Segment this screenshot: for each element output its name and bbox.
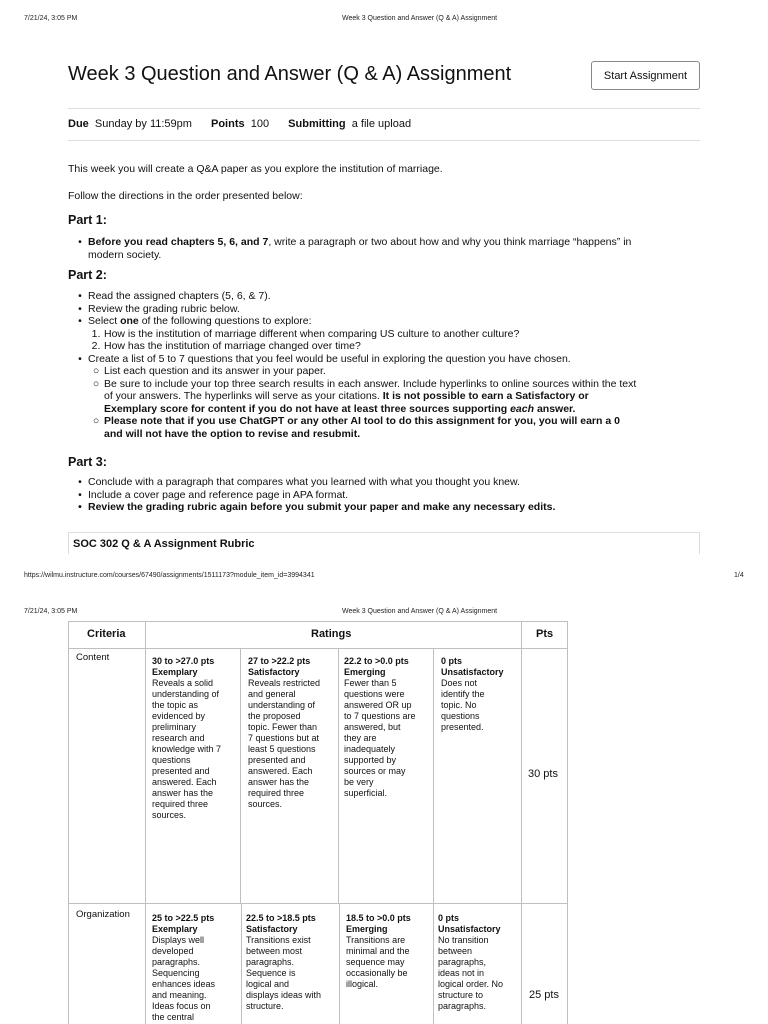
rating-desc-line: logical order. No [438, 979, 504, 989]
submitting-label: Submitting [288, 118, 346, 130]
rating-name: Exemplary [152, 667, 198, 677]
numbered-item: 2. How has the institution of marriage changed over time? [91, 340, 361, 352]
due-info [68, 118, 192, 130]
sub-list-item-cont [74, 428, 700, 441]
rating-desc-line: Sequencing [152, 968, 200, 978]
page-title: Week 3 Question and Answer (Q & A) Assignment [68, 63, 512, 85]
rating-desc-line: inadequately [344, 744, 396, 754]
rating-desc-line: logical and [246, 979, 290, 989]
rating-desc-line: Displays well [152, 935, 205, 945]
list-item: • Review the grading rubric below. [78, 302, 240, 315]
follow-text: Follow the directions in the order presented below: [68, 190, 303, 202]
rating-desc-line: and meaning. [152, 990, 207, 1000]
table-border [68, 621, 568, 622]
rating-desc-line: displays ideas with [246, 990, 322, 1000]
rating-desc-line: questions [441, 711, 480, 721]
rating-desc-line: evidenced by [152, 711, 206, 721]
rating-desc-line: sources. [248, 799, 283, 809]
rating-desc-line: minimal and the [346, 946, 410, 956]
rating-desc-line: identify the [441, 689, 485, 699]
rating-desc-line: and general [248, 689, 296, 699]
sure-line2-bold: It is not possible to earn a Satisfactory or [382, 390, 589, 402]
rating-points: 22.2 to >0.0 pts [344, 656, 409, 666]
start-assignment-button[interactable]: Start Assignment [591, 61, 700, 90]
rating-desc-line: between [438, 946, 473, 956]
sub-list-item-cont [74, 390, 700, 403]
review-item: Review the grading rubric below. [88, 302, 240, 315]
conclude-item: Conclude with a paragraph that compares what you learned with what you thought you knew. [88, 476, 520, 488]
review-again-item: Review the grading rubric again before you submit your paper and make any necessary edits. [88, 501, 556, 513]
rating-name: Satisfactory [246, 924, 298, 934]
rubric-header [68, 532, 700, 554]
print-doc-title: Week 3 Question and Answer (Q & A) Assignment [342, 15, 498, 22]
rating-desc-line: presented and [248, 755, 306, 765]
rating-desc-line: Transitions exist [246, 935, 311, 945]
rating-desc-line: least 5 questions [248, 744, 316, 754]
points-value: 100 [250, 118, 270, 130]
rating-desc-line: illogical. [346, 979, 379, 989]
create-item: Create a list of 5 to 7 questions that you feel would be useful in exploring the question you have chosen. [88, 352, 571, 365]
rating-desc-line: preliminary [152, 722, 197, 732]
rating-desc-line: topic. Fewer than [248, 722, 318, 732]
rating-desc-line: superficial. [344, 788, 388, 798]
note-line2: and will not have the option to revise and resubmit. [104, 427, 361, 440]
rating-desc-line: the central [152, 1012, 195, 1022]
table-border [241, 903, 242, 1024]
rating-name: Unsatisfactory [438, 924, 501, 934]
rubric-title: SOC 302 Q & A Assignment Rubric [73, 538, 255, 550]
part1-text: , write a paragraph or two about how and why you think marriage “happens” in [268, 236, 632, 248]
list-item: • Include a cover page and reference page in APA format. [78, 488, 349, 501]
rating-desc-line: No transition [438, 935, 489, 945]
rubric-table [68, 621, 568, 1024]
rating-cell [346, 913, 432, 990]
question-2: How has the institution of marriage changed over time? [104, 340, 361, 352]
table-border [338, 648, 339, 903]
rating-desc-line: Transitions are [346, 935, 406, 945]
points-label: Points [211, 118, 245, 130]
table-border [567, 621, 568, 1024]
rating-desc-line: between most [246, 946, 303, 956]
ratings-header: Ratings [311, 628, 352, 640]
list-item: • Read the assigned chapters (5, 6, & 7). [78, 290, 271, 302]
rating-desc-line: topic. No [441, 700, 477, 710]
rating-desc-line: required three [248, 788, 305, 798]
list-item: • Create a list of 5 to 7 questions that you feel would be useful in exploring the question you have chosen. [78, 352, 571, 365]
part1-list [74, 236, 700, 261]
due-value: Sunday by 11:59pm [94, 118, 192, 130]
rating-cell [438, 913, 520, 1012]
sure-line3-em: each [510, 402, 535, 415]
question-1: How is the institution of marriage different when comparing US culture to another culture? [104, 327, 520, 340]
rating-desc-line: understanding of [152, 689, 220, 699]
sure-line3-b: answer. [534, 402, 576, 415]
rating-desc-line: developed [152, 946, 194, 956]
rating-desc-line: presented and [152, 766, 210, 776]
assignment-meta [68, 118, 427, 130]
note-line1: Please note that if you use ChatGPT or any other AI tool to do this assignment for you, you will earn a 0 [104, 415, 620, 427]
list-item-cont [74, 249, 700, 262]
rating-desc-line: answer has the [152, 788, 214, 798]
rating-desc [346, 935, 432, 990]
rating-points: 18.5 to >0.0 pts [346, 913, 411, 923]
rating-desc-line: answer has the [248, 777, 310, 787]
part3-list [74, 476, 700, 514]
criteria-content: Content [76, 652, 110, 663]
criteria-points: 30 pts [528, 768, 558, 780]
pts-header: Pts [536, 628, 554, 640]
rating-points: 27 to >22.2 pts [248, 656, 311, 666]
print-footer-url: https://wilmu.instructure.com/courses/67490/assignments/1511173?module_item_id=3994341 [24, 572, 315, 579]
rating-points: 22.5 to >18.5 pts [246, 913, 316, 923]
list-item: • Review the grading rubric again before you submit your paper and make any necessary edits. [78, 501, 556, 513]
sure-line3-a: Exemplary score for content if you do not have at least three sources supporting [104, 402, 511, 415]
part1-text-cont: modern society. [88, 248, 162, 261]
rating-desc-line: be very [344, 777, 374, 787]
rating-cell [441, 656, 519, 733]
print-datetime-p2: 7/21/24, 3:05 PM [24, 608, 78, 615]
rating-desc-line: understanding of [248, 700, 316, 710]
sub-list-item-cont [74, 403, 700, 416]
rating-desc-line: sources. [152, 810, 187, 820]
table-border [521, 621, 522, 1024]
select-post: of the following questions to explore: [138, 315, 312, 327]
cover-item: Include a cover page and reference page in APA format. [88, 488, 349, 501]
rating-name: Satisfactory [248, 667, 300, 677]
rating-desc-line: the proposed [248, 711, 301, 721]
rating-desc-line: knowledge with 7 [152, 744, 222, 754]
rating-points: 0 pts [441, 656, 463, 666]
submitting-value: a file upload [351, 118, 412, 130]
sub-list-item: ○ Be sure to include your top three search results in each answer. Include hyperlinks to online sources within the text [92, 377, 637, 390]
print-doc-title-p2: Week 3 Question and Answer (Q & A) Assignment [342, 608, 498, 615]
submitting-info [288, 118, 411, 130]
rating-cell [248, 656, 336, 810]
rating-desc-line: answered OR up [344, 700, 412, 710]
rating-name: Unsatisfactory [441, 667, 504, 677]
list-item: • Before you read chapters 5, 6, and 7, write a paragraph or two about how and why you think marriage “happens” in [78, 236, 632, 248]
rating-desc-line: paragraphs. [438, 1001, 487, 1011]
table-border [433, 648, 434, 903]
print-footer-page: 1/4 [734, 572, 744, 579]
rating-desc [441, 678, 519, 733]
rating-desc-line: answered. Each [152, 777, 217, 787]
points-info [211, 118, 269, 130]
rating-desc-line: Fewer than 5 [344, 678, 397, 688]
rating-desc [248, 678, 336, 810]
rating-desc-line: they are [344, 733, 377, 743]
list-item: • Conclude with a paragraph that compares what you learned with what you thought you knew. [78, 476, 520, 488]
read-item: Read the assigned chapters (5, 6, & 7). [88, 290, 271, 302]
rating-desc-line: ideas not in [438, 968, 485, 978]
select-bold: one [120, 315, 139, 327]
rating-desc-line: paragraphs. [152, 957, 201, 967]
table-border [68, 648, 568, 649]
rating-cell [152, 656, 238, 821]
rating-desc-line: Sequence is [246, 968, 296, 978]
due-label: Due [68, 118, 89, 130]
rating-desc-line: 7 questions but at [248, 733, 320, 743]
list-item: • Select one of the following questions to explore: [78, 315, 312, 327]
rating-points: 0 pts [438, 913, 460, 923]
rating-desc-line: occasionally be [346, 968, 408, 978]
rating-cell [152, 913, 238, 1023]
criteria-points: 25 pts [529, 989, 559, 1001]
criteria-header: Criteria [87, 628, 126, 640]
rating-desc [152, 935, 238, 1023]
rating-desc-line: questions [152, 755, 191, 765]
rating-desc-line: sources or may [344, 766, 406, 776]
rating-points: 25 to >22.5 pts [152, 913, 215, 923]
sub-list-item: ○ Please note that if you use ChatGPT or any other AI tool to do this assignment for you, you will earn a 0 [92, 415, 620, 427]
part2-list [74, 290, 700, 440]
rating-desc-line: questions were [344, 689, 405, 699]
rating-desc-line: to 7 questions are [344, 711, 416, 721]
rating-cell [344, 656, 432, 799]
rating-desc-line: structure. [246, 1001, 284, 1011]
sure-line1: Be sure to include your top three search results in each answer. Include hyperlinks to online sources within the text [104, 377, 637, 390]
rating-desc-line: enhances ideas [152, 979, 216, 989]
rating-desc-line: paragraphs. [246, 957, 295, 967]
table-border [68, 903, 568, 904]
print-datetime: 7/21/24, 3:05 PM [24, 15, 78, 22]
rating-desc [152, 678, 238, 821]
rating-desc [438, 935, 520, 1012]
select-pre: Select [88, 315, 121, 327]
part2-heading: Part 2: [68, 268, 107, 282]
table-border [433, 903, 434, 1024]
rating-desc-line: supported by [344, 755, 397, 765]
intro-text: This week you will create a Q&A paper as you explore the institution of marriage. [68, 163, 443, 175]
rating-desc-line: answered. Each [248, 766, 313, 776]
rating-desc-line: the topic as [152, 700, 199, 710]
sure-line2-plain: of your answers. The hyperlinks will serve as your citations. [104, 390, 383, 402]
rating-desc-line: paragraphs, [438, 957, 487, 967]
rating-desc-line: Does not [441, 678, 478, 688]
rating-desc-line: structure to [438, 990, 484, 1000]
table-border [339, 903, 340, 1024]
rating-cell [246, 913, 338, 1012]
rating-desc-line: answered, but [344, 722, 401, 732]
numbered-item: 1. How is the institution of marriage different when comparing US culture to another culture? [91, 327, 520, 340]
divider [68, 140, 700, 141]
list-each-item: List each question and its answer in your paper. [104, 365, 326, 377]
criteria-organization: Organization [76, 909, 130, 920]
rating-desc-line: required three [152, 799, 209, 809]
table-border [68, 621, 69, 1024]
part1-bold: Before you read chapters 5, 6, and 7 [88, 236, 269, 248]
rating-desc-line: Reveals a solid [152, 678, 214, 688]
rating-desc-line: presented. [441, 722, 484, 732]
table-border [240, 648, 241, 903]
rating-name: Exemplary [152, 924, 198, 934]
divider [68, 108, 700, 109]
rating-desc-line: Ideas focus on [152, 1001, 211, 1011]
sub-list-item: ○ List each question and its answer in your paper. [92, 365, 326, 377]
rating-desc-line: research and [152, 733, 205, 743]
rating-name: Emerging [346, 924, 388, 934]
rating-desc-line: Reveals restricted [248, 678, 321, 688]
part3-heading: Part 3: [68, 455, 107, 469]
rating-desc [344, 678, 432, 799]
table-border [145, 621, 146, 1024]
rating-desc [246, 935, 338, 1012]
rating-points: 30 to >27.0 pts [152, 656, 215, 666]
rating-desc-line: sequence may [346, 957, 405, 967]
part1-heading: Part 1: [68, 213, 107, 227]
rating-name: Emerging [344, 667, 386, 677]
